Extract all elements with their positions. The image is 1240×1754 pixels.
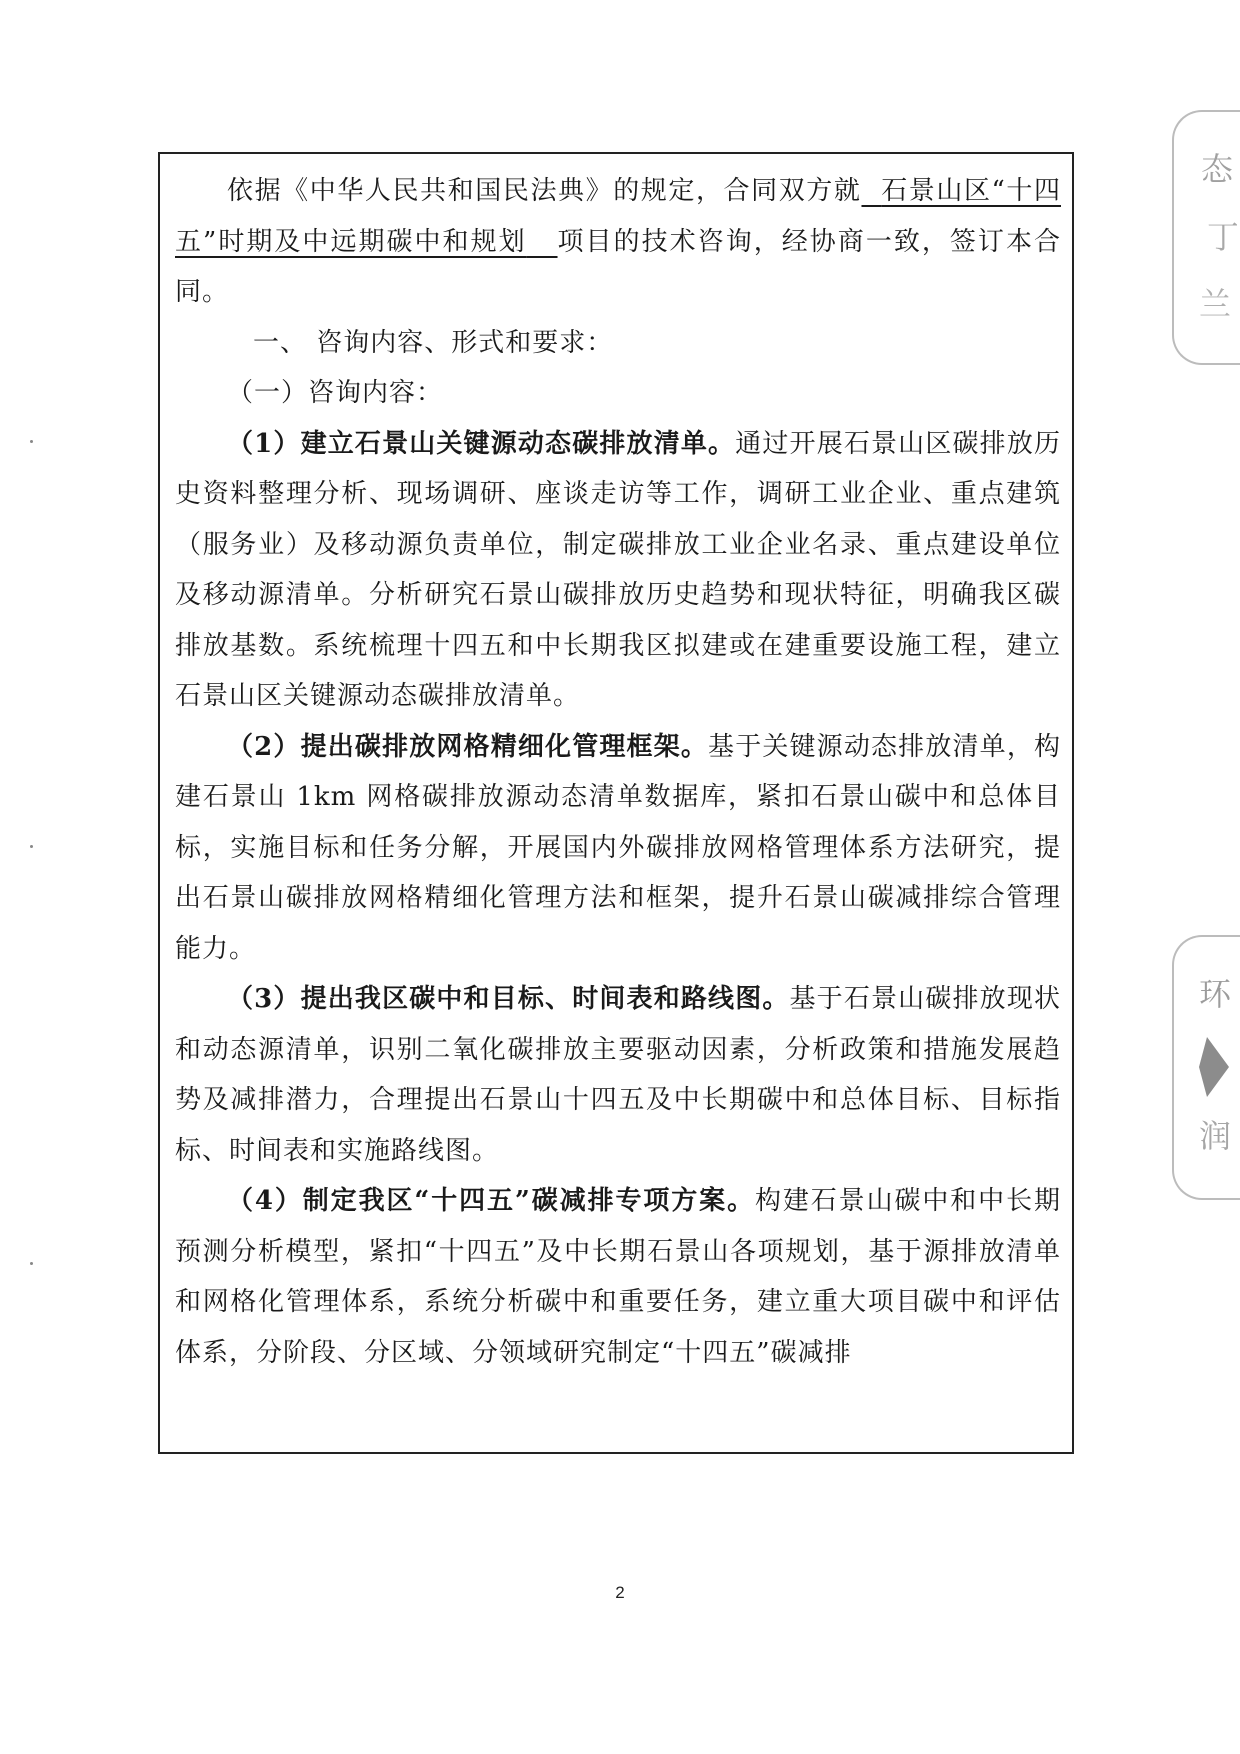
intro-paragraph <box>175 166 1061 318</box>
item-lead: （1）建立石景山关键源动态碳排放清单。 <box>227 428 736 459</box>
item-lead: （2）提出碳排放网格精细化管理框架。 <box>227 731 709 762</box>
svg-text:润: 润 <box>1199 1117 1232 1155</box>
project-name: 石景山区“十四五”时期及中远期碳中和规划 <box>175 176 1061 257</box>
item-body: 基于关键源动态排放清单，构建石景山 1km 网格碳排放源动态清单数据库，紧扣石景山碳中和总体目标，实施目标和任务分解，开展国内外碳排放网格管理体系方法研究，提出石景山碳排放网格精细化管理方法和框架，提升石景山碳减排综合管理能力。 <box>175 731 1061 964</box>
scan-speck <box>30 845 33 848</box>
seal-fragment-bottom-icon <box>1177 957 1237 1187</box>
item-lead: （4）制定我区“十四五”碳减排专项方案。 <box>227 1186 755 1216</box>
page-number: 2 <box>615 1583 625 1602</box>
scan-speck <box>30 440 33 443</box>
intro-post: 项目的技术咨询，经协商一致，签订本合同。 <box>175 226 1061 307</box>
svg-text:丁: 丁 <box>1207 218 1237 256</box>
content-item-1 <box>175 419 1061 722</box>
item-lead: （3）提出我区碳中和目标、时间表和路线图。 <box>227 984 790 1014</box>
seal-fragment-bottom <box>1172 935 1240 1200</box>
svg-text:态: 态 <box>1201 150 1234 188</box>
intro-pre: 依据《中华人民共和国民法典》的规定，合同双方就 <box>227 176 862 206</box>
seal-fragment-top <box>1172 110 1240 365</box>
contract-body <box>175 166 1061 1378</box>
content-item-2 <box>175 722 1061 975</box>
content-item-3 <box>175 974 1061 1176</box>
content-item-4 <box>175 1176 1061 1378</box>
item-body: 通过开展石景山区碳排放历史资料整理分析、现场调研、座谈走访等工作，调研工业企业、重点建筑（服务业）及移动源负责单位，制定碳排放工业企业名录、重点建设单位及移动源清单。分析研究石景山碳排放历史趋势和现状特征，明确我区碳排放基数。系统梳理十四五和中长期我区拟建或在建重要设施工程，建立石景山区关键源动态碳排放清单。 <box>175 428 1061 711</box>
item-body: 构建石景山碳中和中长期预测分析模型，紧扣“十四五”及中长期石景山各项规划，基于源排放清单和网格化管理体系，系统分析碳中和重要任务，建立重大项目碳中和评估体系，分阶段、分区域、分领域研究制定“十四五”碳减排 <box>175 1186 1061 1368</box>
item-body: 基于石景山碳排放现状和动态源清单，识别二氧化碳排放主要驱动因素，分析政策和措施发展趋势及减排潜力，合理提出石景山十四五及中长期碳中和总体目标、目标指标、时间表和实施路线图。 <box>175 984 1061 1166</box>
seal-fragment-top-icon <box>1177 130 1237 350</box>
svg-text:兰: 兰 <box>1199 285 1232 323</box>
svg-text:环: 环 <box>1199 975 1232 1013</box>
section-heading: 一、 咨询内容、形式和要求： <box>253 327 614 358</box>
subsection-heading: （一）咨询内容： <box>227 378 444 408</box>
scan-speck <box>30 1262 33 1265</box>
